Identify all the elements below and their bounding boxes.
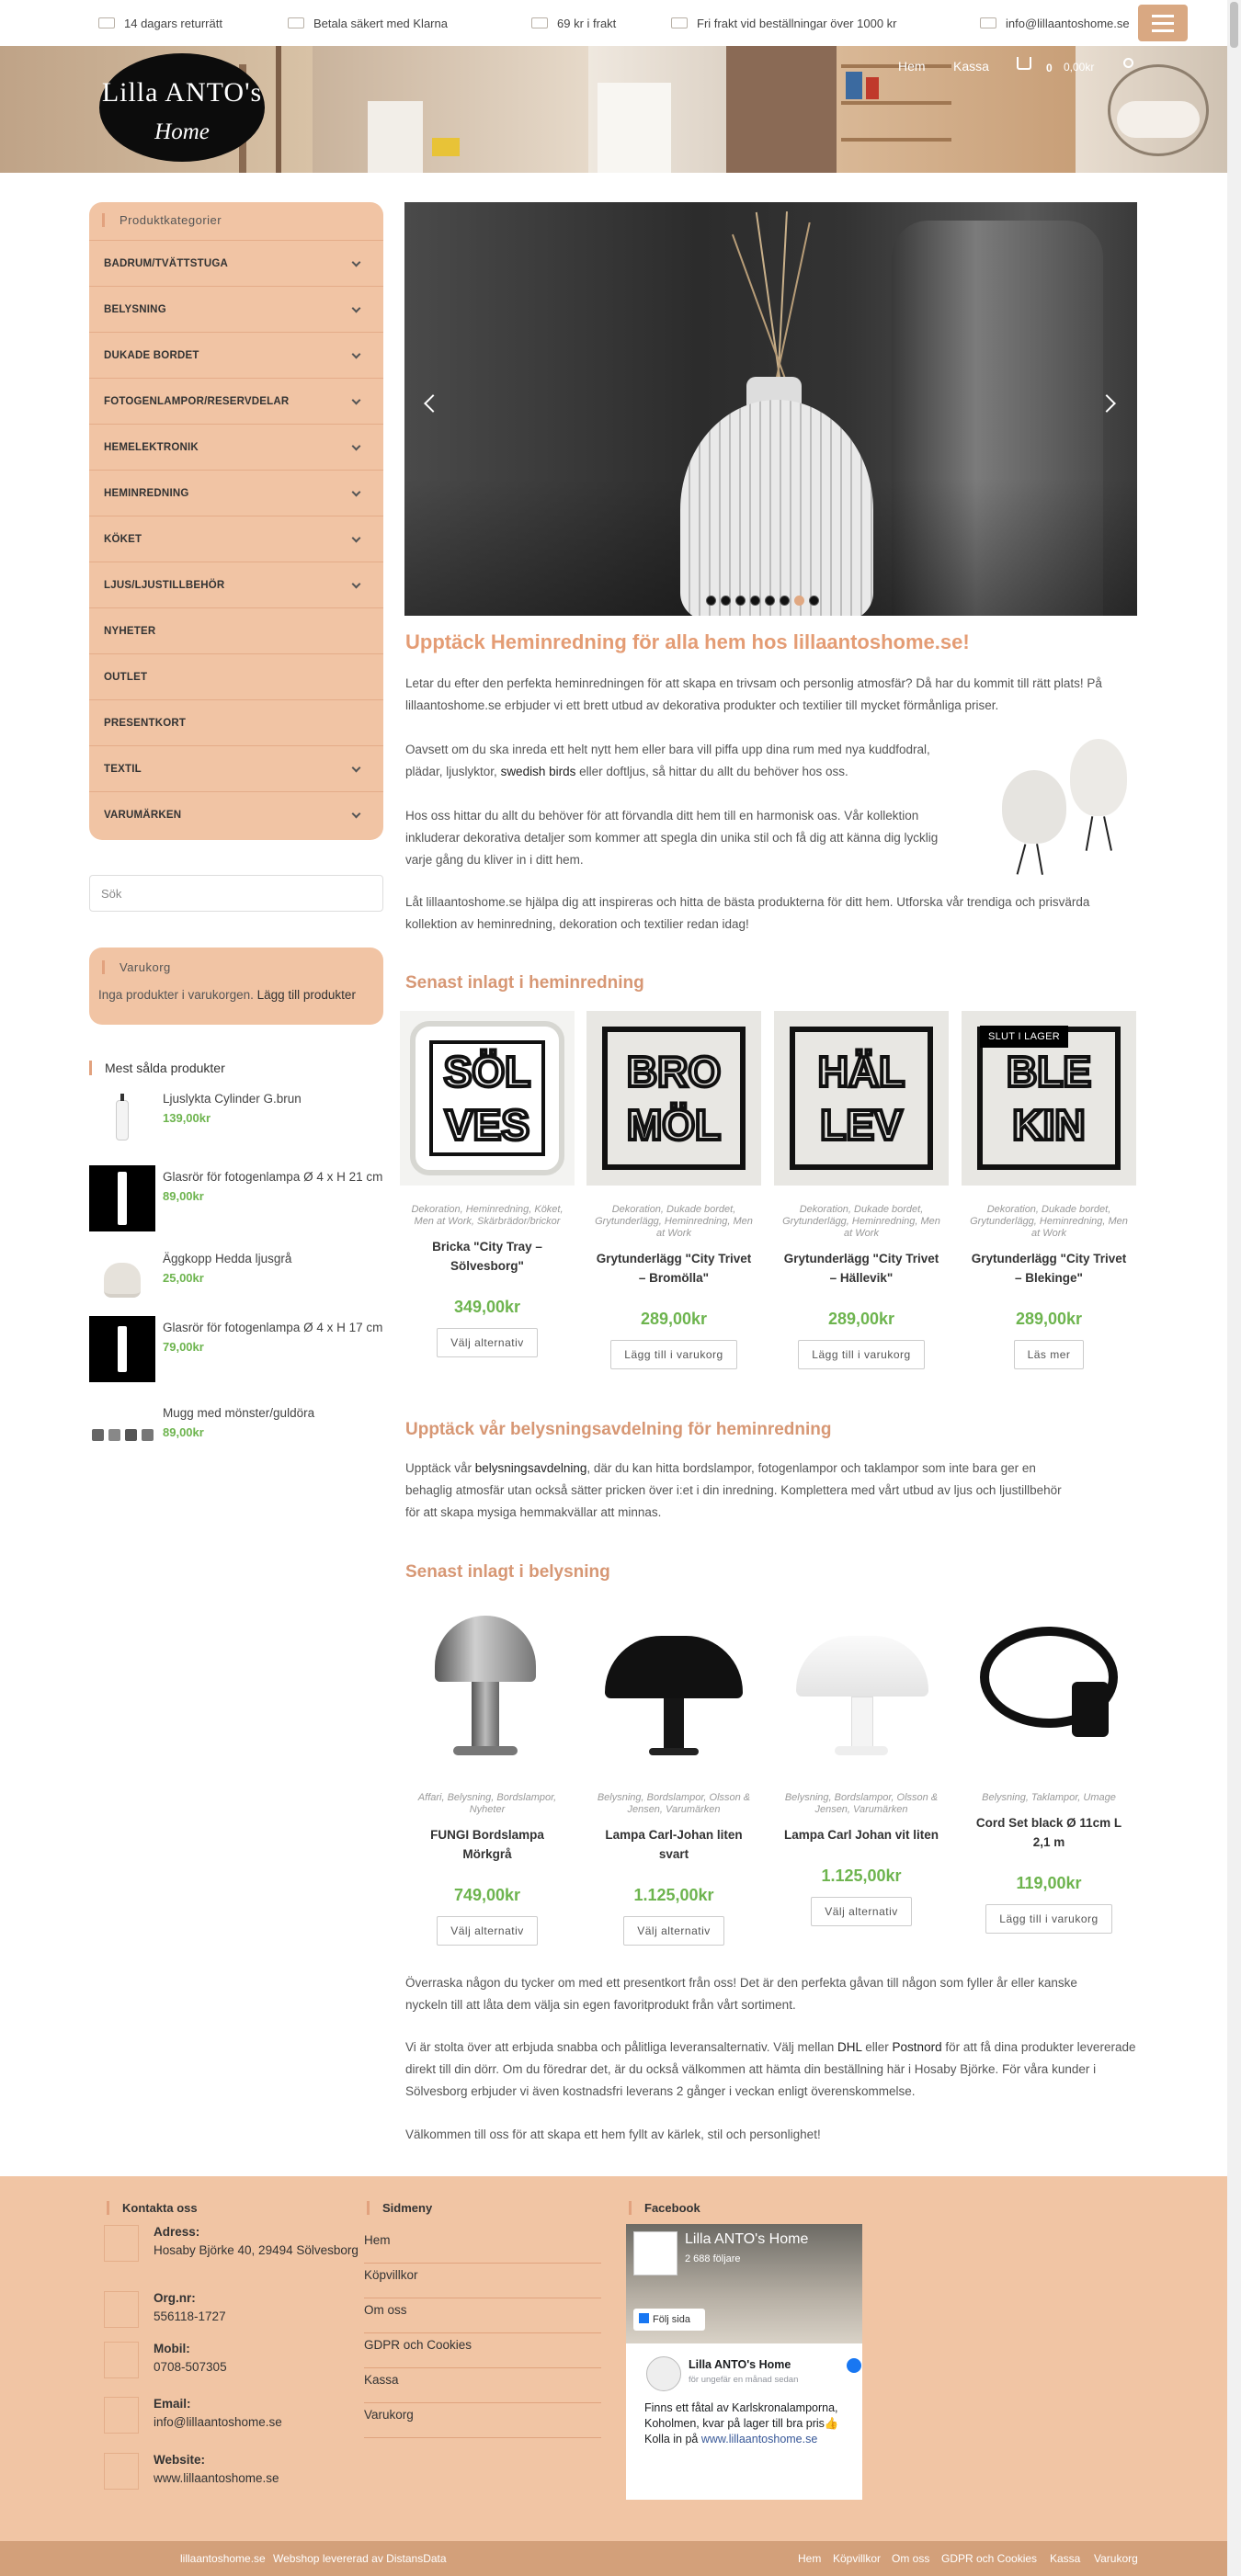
- category-item[interactable]: [89, 607, 383, 653]
- facebook-page-avatar[interactable]: [633, 2231, 677, 2275]
- swedish-birds-link[interactable]: swedish birds: [500, 765, 576, 778]
- bottom-link[interactable]: Hem: [798, 2552, 822, 2565]
- intro-paragraph-4: Låt lillaantoshome.se hjälpa dig att inspireras och hitta de bästa produkterna för ditt hem. Utforska vår trendiga och prisvärda kollektion av heminredning, dekoration och textilier redan idag!: [405, 895, 1090, 931]
- product-categories[interactable]: Belysning, Bordslampor, Olsson & Jensen, Varumärken: [784, 1792, 939, 1815]
- facebook-post-link[interactable]: www.lillaantoshome.se: [700, 2433, 818, 2445]
- footer-sitemap-title: Sidmeny: [367, 2201, 432, 2215]
- bestseller-name[interactable]: Äggkopp Hedda ljusgrå: [163, 1252, 292, 1265]
- intro-paragraph-1: Letar du efter den perfekta heminredningen för att skapa en trivsam och personlig atmosfär? Då har du kommit till rätt plats! På lillaantoshome.se erbjuder vi ett brett utbud av dekorativa produkter och textilier till mycket förmånliga priser.: [405, 676, 1102, 712]
- category-widget: [89, 202, 383, 840]
- footer-sitemap-link[interactable]: Varukorg: [364, 2402, 601, 2438]
- hero-slider: [404, 202, 1137, 616]
- outro-paragraph-3: Välkommen till oss för att skapa ett hem fyllt av kärlek, stil och personlighet!: [405, 2128, 821, 2141]
- cart-widget-empty: Inga produkter i varukorgen. Lägg till produkter: [98, 988, 356, 1002]
- slider-dot[interactable]: [809, 596, 819, 606]
- category-item[interactable]: [89, 332, 383, 378]
- bestseller-image[interactable]: [89, 1165, 155, 1231]
- svg-text:LEV: LEV: [820, 1101, 903, 1149]
- product-image[interactable]: [774, 1011, 949, 1186]
- chevron-down-icon[interactable]: [352, 764, 361, 773]
- product-categories[interactable]: Affari, Belysning, Bordslampor, Nyheter: [417, 1792, 557, 1815]
- contact-label: Mobil:: [154, 2342, 190, 2355]
- category-item[interactable]: [89, 286, 383, 332]
- product-name[interactable]: Grytunderlägg "City Trivet – Hällevik": [783, 1252, 939, 1285]
- bestseller-name[interactable]: Ljuslykta Cylinder G.brun: [163, 1092, 302, 1106]
- bestseller-info[interactable]: [163, 1318, 383, 1356]
- cart-count[interactable]: 0: [1046, 62, 1053, 74]
- bestseller-info[interactable]: [163, 1089, 383, 1128]
- product-name[interactable]: FUNGI Bordslampa Mörkgrå: [430, 1828, 544, 1861]
- contact-value[interactable]: info@lillaantoshome.se: [154, 2415, 282, 2429]
- product-name[interactable]: Grytunderlägg "City Trivet – Bromölla": [596, 1252, 752, 1285]
- scrollbar[interactable]: [1227, 0, 1241, 2576]
- chevron-down-icon[interactable]: [352, 534, 361, 543]
- product-button-wrap: [400, 1328, 575, 1357]
- bestseller-item[interactable]: [89, 1247, 383, 1313]
- bestseller-info[interactable]: [163, 1167, 383, 1206]
- truck-icon: [531, 17, 548, 28]
- scrollbar-thumb[interactable]: [1230, 2, 1238, 48]
- product-name[interactable]: Lampa Carl Johan vit liten: [783, 1828, 939, 1842]
- bestseller-name[interactable]: Glasrör för fotogenlampa Ø 4 x H 17 cm: [163, 1321, 383, 1334]
- site-header: [0, 46, 1227, 173]
- bestseller-name[interactable]: Mugg med mönster/guldöra: [163, 1406, 315, 1420]
- product-price: 749,00kr: [453, 1886, 521, 1904]
- contact-icon: [104, 2225, 139, 2262]
- product-button[interactable]: Välj alternativ: [437, 1328, 538, 1357]
- bestseller-image[interactable]: [89, 1247, 155, 1313]
- category-widget-title: Produktkategorier: [102, 213, 222, 227]
- product-price: 1.125,00kr: [633, 1886, 714, 1904]
- product-categories[interactable]: Belysning, Taklampor, Umage: [982, 1792, 1116, 1803]
- contact-label: Adress:: [154, 2225, 200, 2239]
- bestseller-image[interactable]: [89, 1087, 155, 1153]
- contact-item: [104, 2453, 361, 2493]
- slider-dot[interactable]: [721, 596, 731, 606]
- postnord-link[interactable]: Postnord: [892, 2040, 942, 2054]
- chevron-down-icon[interactable]: [352, 396, 361, 405]
- contact-label: Org.nr:: [154, 2291, 196, 2305]
- intro-paragraph-3: Hos oss hittar du allt du behöver för att förvandla ditt hem till en harmonisk oas. Vår kollektion inkluderar dekorativa detaljer som kommer att spegla din unika stil och få dig att känna dig lycklig varje gång du kliver in i ditt hem.: [405, 809, 939, 867]
- bestseller-price: 25,00kr: [163, 1270, 204, 1285]
- footer-sitemap-link[interactable]: Hem: [364, 2228, 601, 2264]
- product-price: 289,00kr: [640, 1310, 708, 1328]
- nav-home[interactable]: Hem: [898, 59, 926, 74]
- product-image[interactable]: [400, 1011, 575, 1186]
- category-item[interactable]: [89, 562, 383, 607]
- category-item[interactable]: [89, 516, 383, 562]
- footer-facebook-title: Facebook: [629, 2201, 700, 2215]
- category-label[interactable]: VARUMÄRKEN: [104, 809, 182, 821]
- category-label[interactable]: HEMELEKTRONIK: [104, 441, 199, 453]
- product-image[interactable]: [400, 1599, 575, 1774]
- slider-dot[interactable]: [750, 596, 760, 606]
- svg-text:MÖL: MÖL: [626, 1101, 722, 1149]
- out-of-stock-badge: SLUT I LAGER: [980, 1026, 1068, 1048]
- contact-icon: [104, 2397, 139, 2434]
- shipping-info: 69 kr i frakt: [531, 0, 616, 46]
- contact-value: 556118-1727: [154, 2309, 226, 2323]
- product-card: [774, 1599, 949, 1926]
- footer-sitemap-link[interactable]: GDPR och Cookies: [364, 2332, 601, 2368]
- category-label[interactable]: PRESENTKORT: [104, 717, 187, 729]
- product-image[interactable]: [962, 1011, 1136, 1186]
- product-categories[interactable]: Dekoration, Dukade bordet, Grytunderlägg, Heminredning, Men at Work: [970, 1204, 1128, 1239]
- bottom-bar: [0, 2541, 1227, 2576]
- product-button-wrap: [774, 1340, 949, 1369]
- product-card: [400, 1599, 575, 1946]
- lighting-department-link[interactable]: belysningsavdelning: [474, 1461, 587, 1475]
- contact-item: [104, 2397, 361, 2437]
- category-label[interactable]: OUTLET: [104, 671, 148, 683]
- cart-widget: [89, 948, 383, 1025]
- product-button[interactable]: Välj alternativ: [623, 1916, 724, 1946]
- contact-icon: [104, 2453, 139, 2490]
- slider-dot[interactable]: [735, 596, 746, 606]
- product-button[interactable]: Lägg till i varukorg: [798, 1340, 924, 1369]
- product-name[interactable]: Grytunderlägg "City Trivet – Blekinge": [971, 1252, 1127, 1285]
- search-icon[interactable]: [1123, 58, 1133, 68]
- bestseller-item[interactable]: [89, 1087, 383, 1153]
- product-image[interactable]: [962, 1599, 1136, 1774]
- product-price: 119,00kr: [1016, 1874, 1082, 1892]
- product-button[interactable]: Välj alternativ: [437, 1916, 538, 1946]
- facebook-followers: 2 688 följare: [685, 2253, 741, 2264]
- category-item[interactable]: [89, 745, 383, 791]
- bottom-link[interactable]: Köpvillkor: [833, 2552, 882, 2565]
- category-item[interactable]: [89, 424, 383, 470]
- facebook-follow-button[interactable]: Följ sida: [633, 2309, 705, 2331]
- dhl-link[interactable]: DHL: [837, 2040, 862, 2054]
- facebook-post-time: för ungefär en månad sedan: [689, 2375, 799, 2385]
- chevron-down-icon[interactable]: [352, 580, 361, 589]
- product-button-wrap: [586, 1340, 761, 1369]
- product-button[interactable]: Lägg till i varukorg: [610, 1340, 736, 1369]
- contact-item: [104, 2291, 361, 2332]
- bestseller-item[interactable]: [89, 1316, 383, 1382]
- product-price: 289,00kr: [827, 1310, 895, 1328]
- facebook-logo-icon: [847, 2358, 861, 2373]
- add-products-link[interactable]: Lägg till produkter: [256, 988, 356, 1002]
- product-name[interactable]: Bricka "City Tray – Sölvesborg": [432, 1240, 542, 1273]
- lighting-intro-paragraph: Upptäck vår belysningsavdelning, där du kan hitta bordslampor, fotogenlampor och taklampor som inte bara ger en behaglig atmosfär utan också sätter pricken över i:et i din inredning. Komplettera med vårt utbud av ljus och ljustillbehör för att skapa mysiga hemmakvällar att minnas.: [405, 1461, 1062, 1519]
- menu-icon-bar: [1152, 29, 1174, 32]
- bestseller-price: 89,00kr: [163, 1424, 204, 1439]
- klarna-info: Betala säkert med Klarna: [288, 0, 448, 46]
- free-shipping-info: Fri frakt vid beställningar över 1000 kr: [671, 0, 896, 46]
- slider-dot[interactable]: [765, 596, 775, 606]
- footer-sitemap-link[interactable]: Om oss: [364, 2298, 601, 2333]
- bottom-link[interactable]: Om oss: [892, 2552, 930, 2565]
- contact-icon: [104, 2342, 139, 2378]
- contact-label: Website:: [154, 2453, 206, 2467]
- svg-text:KIN: KIN: [1012, 1101, 1086, 1149]
- email-info[interactable]: info@lillaantoshome.se: [980, 0, 1130, 46]
- chevron-down-icon[interactable]: [352, 488, 361, 497]
- category-label[interactable]: NYHETER: [104, 625, 156, 637]
- product-card: [962, 1011, 1136, 1369]
- product-card: [774, 1011, 949, 1369]
- bestseller-price: 89,00kr: [163, 1188, 204, 1203]
- birds-image: [993, 735, 1140, 882]
- bottom-link[interactable]: Kassa: [1050, 2552, 1081, 2565]
- nav-checkout[interactable]: Kassa: [953, 59, 989, 74]
- intro-paragraph-2: Oavsett om du ska inreda ett helt nytt hem eller bara vill piffa upp dina rum med nya kuddfodral, plädar, ljuslyktor, swedish birds eller doftljus, så hittar du allt du behöver hos oss.: [405, 743, 930, 778]
- return-policy-info: 14 dagars returrätt: [98, 0, 222, 46]
- outro-paragraph-2: Vi är stolta över att erbjuda snabba och pålitliga leveransalternativ. Välj mellan DHL eller Postnord för att få dina produkter levererade direkt till din dörr. Om du föredrar det, är du också välkommen att hämta din beställning här i Hosaby Björke. För våra kunder i Sölvesborg erbjuder vi även kostnadsfri leverans 2 gånger i veckan enligt överenskommelse.: [405, 2040, 1136, 2098]
- facebook-post-author[interactable]: Lilla ANTO's Home: [689, 2358, 791, 2371]
- product-button[interactable]: Lägg till i varukorg: [985, 1904, 1111, 1934]
- contact-item: [104, 2225, 361, 2265]
- product-name[interactable]: Lampa Carl-Johan liten svart: [605, 1828, 743, 1861]
- bottom-link[interactable]: GDPR och Cookies: [941, 2552, 1038, 2565]
- bottom-link[interactable]: Varukorg: [1094, 2552, 1138, 2565]
- bestseller-info[interactable]: [163, 1403, 383, 1442]
- product-categories[interactable]: Dekoration, Dukade bordet, Grytunderlägg, Heminredning, Men at Work: [595, 1204, 753, 1239]
- category-item[interactable]: [89, 470, 383, 516]
- contact-value[interactable]: www.lillaantoshome.se: [154, 2471, 279, 2485]
- product-image[interactable]: [586, 1011, 761, 1186]
- slider-dot[interactable]: [794, 596, 804, 606]
- chevron-down-icon[interactable]: [352, 350, 361, 359]
- envelope-icon: [980, 17, 996, 28]
- product-button-wrap: [586, 1916, 761, 1946]
- bestseller-image[interactable]: [89, 1401, 155, 1468]
- product-image[interactable]: [586, 1599, 761, 1774]
- product-button[interactable]: Välj alternativ: [811, 1897, 912, 1926]
- slider-dot[interactable]: [706, 596, 716, 606]
- chevron-down-icon[interactable]: [352, 810, 361, 819]
- product-categories[interactable]: Belysning, Bordslampor, Olsson & Jensen, Varumärken: [597, 1792, 751, 1815]
- product-price: 349,00kr: [453, 1298, 521, 1316]
- category-label[interactable]: FOTOGENLAMPOR/RESERVDELAR: [104, 395, 290, 407]
- product-button-wrap: [400, 1916, 575, 1946]
- return-icon: [98, 17, 115, 28]
- category-label[interactable]: KÖKET: [104, 533, 142, 545]
- bestseller-item[interactable]: [89, 1165, 383, 1231]
- category-item[interactable]: [89, 791, 383, 837]
- latest-light-title: Senast inlagt i belysning: [405, 1562, 610, 1582]
- menu-icon-bar: [1152, 22, 1174, 25]
- product-card: [400, 1011, 575, 1357]
- contact-value: Hosaby Björke 40, 29494 Sölvesborg: [154, 2243, 359, 2257]
- product-price: 289,00kr: [1015, 1310, 1083, 1328]
- svg-text:BLE: BLE: [1007, 1048, 1091, 1095]
- product-card: [586, 1599, 761, 1946]
- outro-paragraph-1: Överraska någon du tycker om med ett presentkort från oss! Det är den perfekta gåvan till någon som fyller år eller kanske nyckeln till att låta dem välja sin egen favoritprodukt från vårt sortiment.: [405, 1976, 1077, 2012]
- product-card: [586, 1011, 761, 1369]
- svg-text:VES: VES: [444, 1101, 530, 1149]
- bestseller-image[interactable]: [89, 1316, 155, 1382]
- contact-item: [104, 2342, 361, 2382]
- credit-card-icon: [288, 17, 304, 28]
- category-item[interactable]: [89, 699, 383, 745]
- bestseller-name[interactable]: Glasrör för fotogenlampa Ø 4 x H 21 cm: [163, 1170, 383, 1184]
- cart-widget-title: Varukorg: [102, 960, 171, 974]
- category-item[interactable]: [89, 378, 383, 424]
- chevron-down-icon[interactable]: [352, 304, 361, 313]
- bestseller-price: 139,00kr: [163, 1110, 211, 1125]
- category-label[interactable]: HEMINREDNING: [104, 487, 189, 499]
- footer-sitemap-link[interactable]: Köpvillkor: [364, 2263, 601, 2298]
- contact-value[interactable]: 0708-507305: [154, 2360, 227, 2374]
- category-item[interactable]: [89, 653, 383, 699]
- category-item[interactable]: [89, 240, 383, 286]
- product-image[interactable]: [774, 1599, 949, 1774]
- product-card: [962, 1599, 1136, 1934]
- footer-sitemap-link[interactable]: Kassa: [364, 2367, 601, 2403]
- facebook-page-name[interactable]: Lilla ANTO's Home: [685, 2231, 809, 2247]
- credit-site[interactable]: lillaantoshome.se: [180, 2552, 266, 2565]
- cart-icon[interactable]: [1017, 57, 1031, 70]
- category-label[interactable]: DUKADE BORDET: [104, 349, 199, 361]
- category-label[interactable]: BADRUM/TVÄTTSTUGA: [104, 257, 228, 269]
- svg-text:BRO: BRO: [626, 1048, 722, 1095]
- menu-icon-bar: [1152, 15, 1174, 17]
- latest-home-title: Senast inlagt i heminredning: [405, 973, 644, 993]
- intro-title: Upptäck Heminredning för alla hem hos lillaantoshome.se!: [405, 630, 970, 653]
- bestsellers-title: Mest sålda produkter: [89, 1061, 225, 1075]
- svg-text:HÄL: HÄL: [817, 1048, 905, 1095]
- footer-contact-title: Kontakta oss: [107, 2201, 198, 2215]
- product-categories[interactable]: Dekoration, Dukade bordet, Grytunderlägg, Heminredning, Men at Work: [782, 1204, 940, 1239]
- contact-label: Email:: [154, 2397, 191, 2411]
- product-button-wrap: [962, 1904, 1136, 1934]
- chevron-down-icon[interactable]: [352, 258, 361, 267]
- facebook-icon: [639, 2313, 649, 2323]
- search-input[interactable]: Sök: [89, 875, 383, 912]
- bestseller-price: 79,00kr: [163, 1339, 204, 1354]
- lighting-intro-title: Upptäck vår belysningsavdelning för heminredning: [405, 1420, 832, 1439]
- category-label[interactable]: BELYSNING: [104, 303, 166, 315]
- product-button-wrap: [774, 1897, 949, 1926]
- facebook-post-text: Finns ett fåtal av Karlskronalamporna, Koholmen, kvar på lager till bra pris👍 Kolla in på www.lillaantoshome.se: [644, 2401, 839, 2445]
- category-label[interactable]: LJUS/LJUSTILLBEHÖR: [104, 579, 225, 591]
- slider-dot[interactable]: [780, 596, 790, 606]
- product-categories[interactable]: Dekoration, Heminredning, Köket, Men at Work, Skärbrädor/brickor: [411, 1204, 564, 1227]
- bestseller-info[interactable]: [163, 1249, 383, 1288]
- category-label[interactable]: TEXTIL: [104, 763, 142, 775]
- facebook-post-avatar: [646, 2356, 681, 2391]
- facebook-widget: [626, 2224, 862, 2500]
- cart-total[interactable]: 0,00kr: [1064, 61, 1095, 74]
- contact-icon: [104, 2291, 139, 2328]
- chevron-down-icon[interactable]: [352, 442, 361, 451]
- truck-icon: [671, 17, 688, 28]
- svg-text:SÖL: SÖL: [443, 1048, 531, 1095]
- product-button-wrap: [962, 1340, 1136, 1369]
- bestseller-item[interactable]: [89, 1401, 383, 1468]
- hamburger-menu-button[interactable]: [1138, 5, 1188, 41]
- site-logo[interactable]: Lilla ANTO's Home: [99, 53, 265, 162]
- product-name[interactable]: Cord Set black Ø 11cm L 2,1 m: [975, 1816, 1122, 1849]
- product-price: 1.125,00kr: [821, 1867, 902, 1885]
- product-button[interactable]: Läs mer: [1014, 1340, 1085, 1369]
- credit-distansdata[interactable]: Webshop levererad av DistansData: [273, 2552, 447, 2565]
